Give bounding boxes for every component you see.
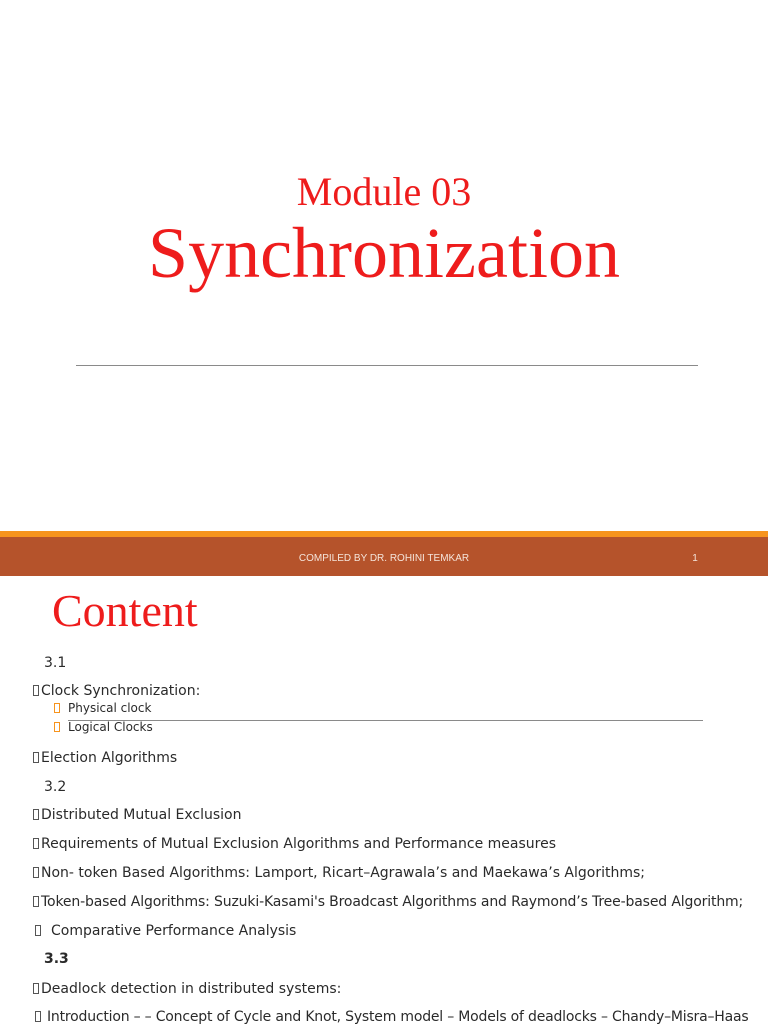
bullet-icon <box>35 1011 41 1022</box>
list-item-clock-sync <box>33 682 200 700</box>
list-item-introduction <box>35 1008 748 1024</box>
sub-item-physical-clock <box>54 701 151 716</box>
list-item-label: Requirements of Mutual Exclusion Algorithms and Performance measures <box>41 836 556 852</box>
section-3-2-label: 3.2 <box>44 779 67 795</box>
module-title: Module 03 <box>296 169 472 214</box>
bullet-icon <box>33 867 39 878</box>
footer-page-number: 1 <box>692 553 698 564</box>
bullet-icon <box>33 809 39 820</box>
main-title: Synchronization <box>148 213 620 293</box>
bullet-icon <box>33 685 39 696</box>
list-item-requirements <box>33 835 556 853</box>
list-item-label: Comparative Performance Analysis <box>51 923 297 939</box>
list-item-label: Election Algorithms <box>41 750 178 766</box>
list-item-comparative <box>35 922 296 940</box>
list-item-deadlock <box>33 980 341 998</box>
sub-item-divider <box>68 720 703 721</box>
content-title: Content <box>52 585 198 636</box>
section-3-3-label: 3.3 <box>44 951 69 967</box>
bullet-icon <box>33 983 39 994</box>
list-item-dme <box>33 806 242 824</box>
content-slide <box>0 576 768 1024</box>
bullet-icon <box>54 703 60 713</box>
list-item-label: Distributed Mutual Exclusion <box>41 807 242 823</box>
sub-item-label: Physical clock <box>68 701 152 715</box>
bullet-icon <box>33 896 39 907</box>
footer-compiled-by: COMPILED BY DR. ROHINI TEMKAR <box>298 553 470 564</box>
sub-item-logical-clocks <box>54 720 153 735</box>
bullet-icon <box>54 722 60 732</box>
bullet-icon <box>33 838 39 849</box>
list-item-label: Clock Synchronization: <box>41 683 201 699</box>
list-item-label: Introduction – – Concept of Cycle and Knot, System model – Models of deadlocks – Chandy–Misra–Haas <box>47 1009 749 1024</box>
list-item-label: Token-based Algorithms: Suzuki-Kasami's Broadcast Algorithms and Raymond’s Tree-based Algorithm; <box>41 894 744 910</box>
sub-item-label: Logical Clocks <box>68 720 153 734</box>
list-item-non-token <box>33 864 645 882</box>
bullet-icon <box>35 925 41 936</box>
list-item-election <box>33 749 177 767</box>
bullet-icon <box>33 752 39 763</box>
list-item-token <box>33 893 743 911</box>
list-item-label: Deadlock detection in distributed systems: <box>41 981 342 997</box>
title-divider <box>76 365 698 366</box>
list-item-label: Non- token Based Algorithms: Lamport, Ricart–Agrawala’s and Maekawa’s Algorithms; <box>41 865 646 881</box>
section-3-1-label: 3.1 <box>44 655 67 671</box>
